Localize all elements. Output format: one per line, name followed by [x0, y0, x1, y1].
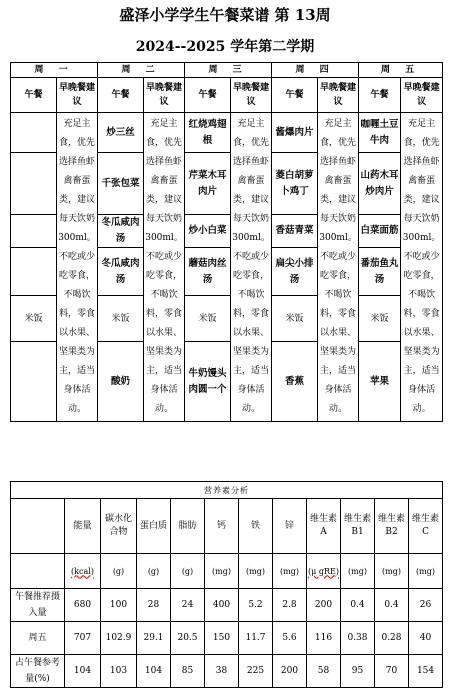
value-cell: 24 [171, 589, 205, 622]
value-cell: 707 [65, 622, 101, 655]
unit-cell: (mg) [205, 554, 239, 589]
thu-dish-3: 香菇青菜 [272, 215, 318, 248]
advice-label: 早晚餐建议 [144, 78, 185, 113]
value-cell: 28 [137, 589, 171, 622]
value-cell: 20.5 [171, 622, 205, 655]
advice-label: 早晚餐建议 [401, 78, 443, 113]
wed-staple: 米饭 [185, 296, 231, 342]
nutrient-header: 钙 [205, 499, 239, 554]
value-cell: 0.4 [341, 589, 375, 622]
value-cell: 104 [137, 655, 171, 688]
value-cell: 85 [171, 655, 205, 688]
advice-label: 早晚餐建议 [57, 78, 98, 113]
tue-dish-6: 酸奶 [98, 342, 144, 422]
nutrition-caption: 营养素分析 [11, 482, 443, 499]
lunch-label: 午餐 [359, 78, 401, 113]
row-label-percent: 占午餐参考量(%) [11, 655, 65, 688]
mon-dish-empty [11, 248, 57, 296]
mon-dish-empty [11, 153, 57, 215]
tue-advice: 充足主食，优先选择鱼虾禽畜蛋类，建议每天饮奶300ml。不吃或少吃零食，不喝饮料，零食以水果、坚果类为主，适当身体活动。 [144, 113, 185, 422]
value-cell: 0.38 [341, 622, 375, 655]
nutrient-header: 蛋白质 [137, 499, 171, 554]
row-label-friday: 周五 [11, 622, 65, 655]
thu-staple: 米饭 [272, 296, 318, 342]
page-title: 盛泽小学学生午餐菜谱 第 13周 [119, 6, 331, 24]
fri-dish-2: 山药木耳炒肉片 [359, 153, 401, 215]
value-cell: 225 [239, 655, 273, 688]
tue-dish-1: 炒三丝 [98, 113, 144, 153]
value-cell: 0.28 [375, 622, 409, 655]
unit-cell: (mg) [273, 554, 307, 589]
value-cell: 0.4 [375, 589, 409, 622]
advice-label: 早晚餐建议 [231, 78, 272, 113]
lunch-label: 午餐 [272, 78, 318, 113]
wed-dish-2: 芹菜木耳肉片 [185, 153, 231, 215]
fri-dish-4: 番茄鱼丸汤 [359, 248, 401, 296]
value-cell: 200 [307, 589, 341, 622]
lunch-label: 午餐 [98, 78, 144, 113]
value-cell: 154 [409, 655, 443, 688]
menu-table [10, 62, 443, 422]
tue-dish-2: 千张包菜 [98, 153, 144, 215]
day-header-wed: 周 三 [185, 63, 272, 78]
wed-advice: 充足主食，优先选择鱼虾禽畜蛋类，建议每天饮奶300ml。不吃或少吃零食，不喝饮料，零食以水果、坚果类为主，适当身体活动。 [231, 113, 272, 422]
thu-dish-6: 香蕉 [272, 342, 318, 422]
unit-cell: (g) [101, 554, 137, 589]
value-cell: 2.8 [273, 589, 307, 622]
value-cell: 200 [273, 655, 307, 688]
mon-dish-empty [11, 113, 57, 153]
tue-staple: 米饭 [98, 296, 144, 342]
value-cell: 38 [205, 655, 239, 688]
value-cell: 100 [101, 589, 137, 622]
row-label-recommended: 午餐推荐摄入量 [11, 589, 65, 622]
value-cell: 103 [101, 655, 137, 688]
wed-dish-6: 牛奶馒头肉圆一个 [185, 342, 231, 422]
unit-energy: (kcal) [71, 566, 94, 576]
nutrient-header: 锌 [273, 499, 307, 554]
day-header-tue: 周 二 [98, 63, 185, 78]
mon-dish-empty [11, 342, 57, 422]
fri-dish-6: 苹果 [359, 342, 401, 422]
unit-cell: (mg) [375, 554, 409, 589]
nutrient-header: 维生素A [307, 499, 341, 554]
nutrient-header: 碳水化合物 [101, 499, 137, 554]
value-cell: 116 [307, 622, 341, 655]
wed-dish-1: 红烧鸡翅根 [185, 113, 231, 153]
lunch-label: 午餐 [185, 78, 231, 113]
value-cell: 40 [409, 622, 443, 655]
value-cell: 29.1 [137, 622, 171, 655]
thu-advice: 充足主食，优先选择鱼虾禽畜蛋类，建议每天饮奶300ml。不吃或少吃零食，不喝饮料，零食以水果、坚果类为主，适当身体活动。 [318, 113, 359, 422]
nutrient-header: 能量 [65, 499, 101, 554]
nutrient-header: 铁 [239, 499, 273, 554]
value-cell: 70 [375, 655, 409, 688]
page-subtitle: 2024--2025 学年第二学期 [135, 39, 315, 55]
nutrient-header: 维生素C [409, 499, 443, 554]
fri-dish-1: 咖喱土豆牛肉 [359, 113, 401, 153]
thu-dish-2: 菱白胡萝卜鸡丁 [272, 153, 318, 215]
value-cell: 150 [205, 622, 239, 655]
day-header-thu: 周 四 [272, 63, 359, 78]
mon-advice: 充足主食，优先选择鱼虾禽畜蛋类，建议每天饮奶300ml。不吃或少吃零食，不喝饮料，零食以水果、坚果类为主，适当身体活动。 [57, 113, 98, 422]
tue-dish-4: 冬瓜咸肉汤 [98, 248, 144, 296]
unit-cell: (mg) [341, 554, 375, 589]
value-cell: 400 [205, 589, 239, 622]
nutrient-header: 脂肪 [171, 499, 205, 554]
value-cell: 680 [65, 589, 101, 622]
value-cell: 26 [409, 589, 443, 622]
wed-dish-3: 炒小白菜 [185, 215, 231, 248]
advice-label: 早晚餐建议 [318, 78, 359, 113]
unit-cell [65, 554, 101, 589]
fri-advice: 充足主食，优先选择鱼虾禽畜蛋类，建议每天饮奶300ml。不吃或少吃零食，不喝饮料，零食以水果、坚果类为主，适当身体活动。 [401, 113, 443, 422]
tue-dish-3: 冬瓜咸肉汤 [98, 215, 144, 248]
mon-dish-empty [11, 215, 57, 248]
value-cell: 5.6 [273, 622, 307, 655]
value-cell: 11.7 [239, 622, 273, 655]
value-cell: 102.9 [101, 622, 137, 655]
thu-dish-4: 扁尖小排汤 [272, 248, 318, 296]
day-header-mon: 周 一 [11, 63, 98, 78]
unit-vitamin-a: (μ gRE) [308, 566, 339, 576]
wed-dish-4: 蘑菇肉丝汤 [185, 248, 231, 296]
value-cell: 5.2 [239, 589, 273, 622]
thu-dish-1: 酱爆肉片 [272, 113, 318, 153]
nutrient-header: 维生素B1 [341, 499, 375, 554]
value-cell: 104 [65, 655, 101, 688]
value-cell: 58 [307, 655, 341, 688]
unit-cell: (g) [137, 554, 171, 589]
fri-staple: 米饭 [359, 296, 401, 342]
unit-cell [307, 554, 341, 589]
day-header-fri: 周 五 [359, 63, 443, 78]
nutrient-header: 维生素B2 [375, 499, 409, 554]
unit-cell: (mg) [239, 554, 273, 589]
nutrition-table [10, 481, 443, 688]
unit-cell: (mg) [409, 554, 443, 589]
unit-cell: (g) [171, 554, 205, 589]
lunch-label: 午餐 [11, 78, 57, 113]
fri-dish-3: 白菜面筋 [359, 215, 401, 248]
mon-staple: 米饭 [11, 296, 57, 342]
nutrient-header-blank [11, 499, 65, 554]
unit-blank [11, 554, 65, 589]
value-cell: 95 [341, 655, 375, 688]
